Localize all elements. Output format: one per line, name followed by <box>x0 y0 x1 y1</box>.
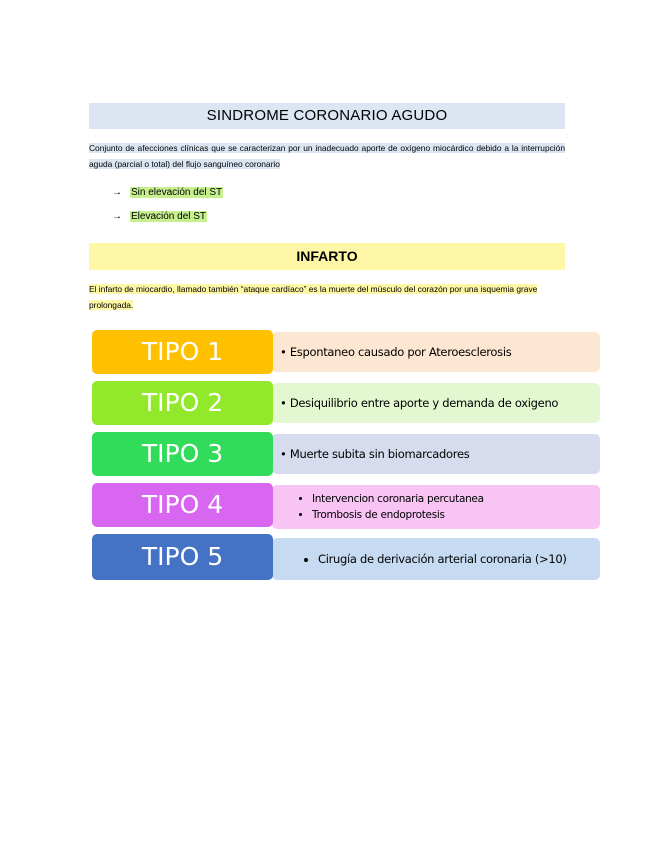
intro-text: Conjunto de afecciones clínicas que se caracterizan por un inadecuado aporte de oxígeno miocárdico debido a la interrupción aguda (parcial o total) del flujo sanguíneo coronario <box>89 143 565 169</box>
tipo-4-item: • Trombosis de endoprotesis <box>312 507 600 523</box>
tipo-5-item: • Cirugía de derivación arterial coronaria (>10) <box>318 551 600 567</box>
tipo-1-item: • Espontaneo causado por Ateroesclerosis <box>280 345 512 359</box>
tipo-3-description <box>272 434 600 474</box>
tipo-2-label: TIPO 2 <box>92 381 273 425</box>
tipo-1-description <box>272 332 600 372</box>
tipo-4-description <box>272 485 600 529</box>
infarto-text: El infarto de miocardio, llamado también “ataque cardíaco” es la muerte del músculo del corazón por una isquemia grave prolongada. <box>89 284 538 310</box>
tipo-2-item: • Desiquilibrio entre aporte y demanda de oxigeno <box>280 396 559 410</box>
tipo-4-item: • Intervencion coronaria percutanea <box>312 491 600 507</box>
infarto-paragraph <box>89 281 565 313</box>
list-item-label: Sin elevación del ST <box>131 187 223 198</box>
arrow-right-icon: → <box>112 187 122 198</box>
section-title-infarto: INFARTO <box>89 243 565 270</box>
tipo-1-label: TIPO 1 <box>92 330 273 374</box>
list-item-label: Elevación del ST <box>131 211 207 222</box>
tipo-3-label: TIPO 3 <box>92 432 273 476</box>
tipo-3-item: • Muerte subita sin biomarcadores <box>280 447 470 461</box>
tipo-5-label: TIPO 5 <box>92 534 273 580</box>
list-item-sin-elevacion <box>112 185 223 201</box>
tipo-5-description <box>272 538 600 580</box>
tipo-4-list <box>280 491 600 523</box>
list-item-elevacion <box>112 209 207 225</box>
tipo-5-list <box>280 551 600 567</box>
intro-paragraph <box>89 140 565 172</box>
page-title: SINDROME CORONARIO AGUDO <box>89 103 565 129</box>
tipo-2-description <box>272 383 600 423</box>
tipo-4-label: TIPO 4 <box>92 483 273 527</box>
arrow-right-icon: → <box>112 211 122 222</box>
